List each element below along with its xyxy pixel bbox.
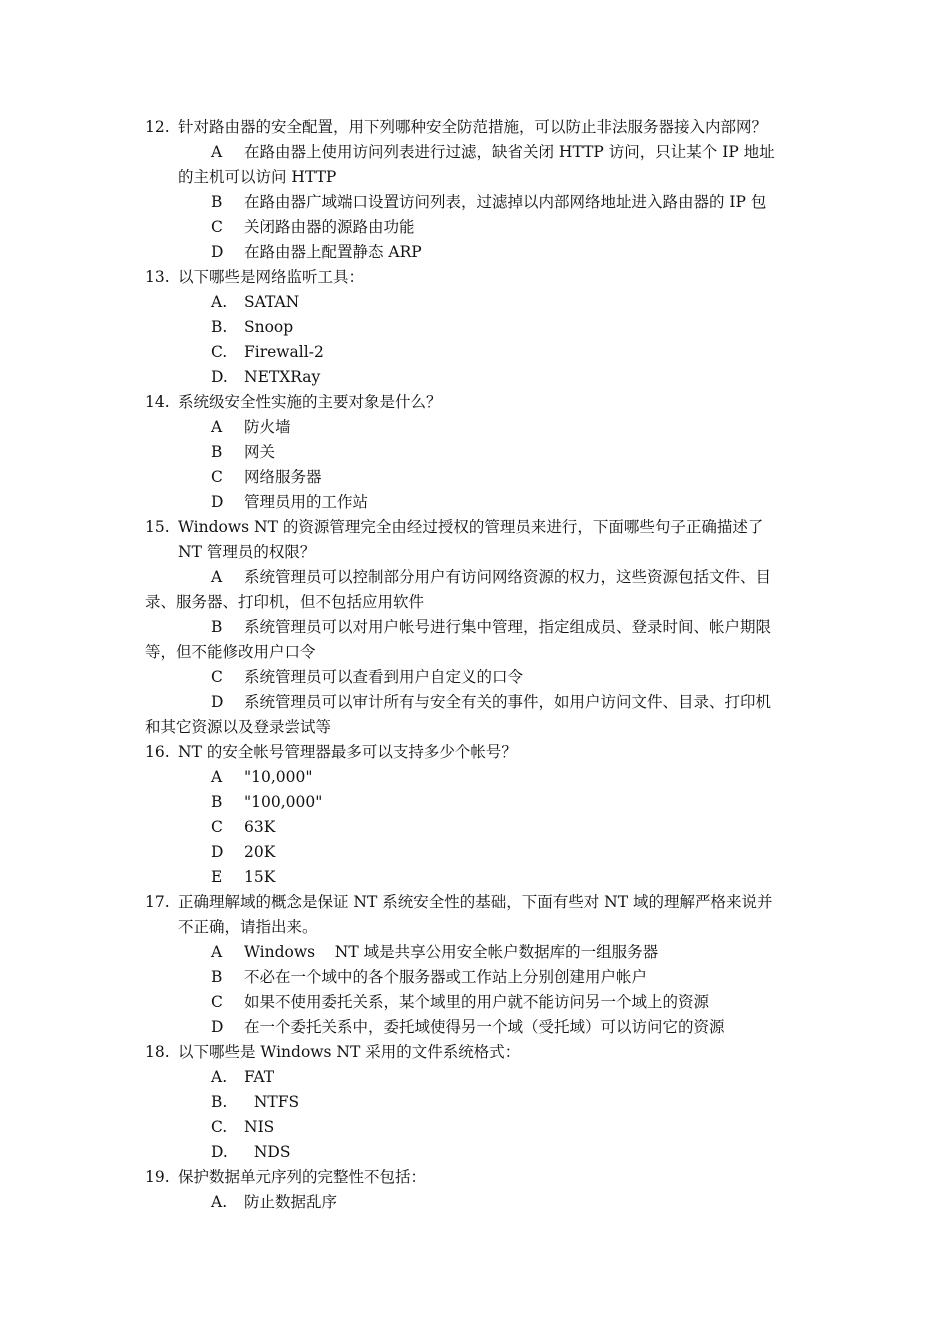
option-text: 关闭路由器的源路由功能 (244, 218, 415, 236)
option-text: 网络服务器 (244, 468, 322, 486)
option-text: 网关 (244, 443, 276, 461)
option-letter: A. (211, 293, 228, 311)
option-letter: C (211, 993, 223, 1011)
option-text: 63K (244, 818, 276, 836)
option-text: 防止数据乱序 (244, 1193, 338, 1211)
question-number: 19. (145, 1168, 170, 1186)
option-text: 如果不使用委托关系，某个域里的用户就不能访问另一个域上的资源 (244, 993, 710, 1011)
option-text: "100,000" (244, 793, 323, 811)
option-letter: D (211, 493, 224, 511)
option-letter: A (211, 568, 223, 586)
option-text: 防火墙 (244, 418, 291, 436)
option-text: 系统管理员可以审计所有与安全有关的事件，如用户访问文件、目录、打印机 (244, 693, 772, 711)
option-letter: A (211, 768, 223, 786)
option-text: NDS (244, 1143, 291, 1161)
option-text: 系统管理员可以对用户帐号进行集中管理，指定组成员、登录时间、帐户期限 (244, 618, 772, 636)
question-number: 13. (145, 268, 170, 286)
question-number: 12. (145, 118, 170, 136)
option-letter: D (211, 693, 224, 711)
option-letter: A. (211, 1193, 228, 1211)
option-letter: C (211, 818, 223, 836)
question-number: 14. (145, 393, 170, 411)
option-text: 在路由器上配置静态 ARP (244, 243, 422, 261)
option-letter: D (211, 243, 224, 261)
option-letter: D. (211, 1143, 228, 1161)
option-text: 在路由器上使用访问列表进行过滤，缺省关闭 HTTP 访问，只让某个 IP 地址 (244, 143, 775, 161)
option-text: 系统管理员可以查看到用户自定义的口令 (244, 668, 524, 686)
option-letter: C (211, 468, 223, 486)
option-letter: D. (211, 368, 228, 386)
option-text: NETXRay (244, 368, 321, 386)
question-text: Windows NT 的资源管理完全由经过授权的管理员来进行，下面哪些句子正确描述了 (178, 518, 764, 536)
option-letter: B (211, 968, 223, 986)
option-text: 不必在一个域中的各个服务器或工作站上分别创建用户帐户 (244, 968, 648, 986)
option-text: NTFS (244, 1093, 300, 1111)
question-number: 15. (145, 518, 170, 536)
option-text: Snoop (244, 318, 294, 336)
option-letter: C. (211, 1118, 228, 1136)
option-letter: A. (211, 1068, 228, 1086)
option-letter: C (211, 218, 223, 236)
question-text: NT 的安全帐号管理器最多可以支持多少个帐号？ (178, 743, 517, 761)
option-text: 在路由器广域端口设置访问列表，过滤掉以内部网络地址进入路由器的 IP 包 (244, 193, 767, 211)
option-text: Firewall-2 (244, 343, 324, 361)
option-letter: A (211, 143, 223, 161)
option-text: 系统管理员可以控制部分用户有访问网络资源的权力，这些资源包括文件、目 (244, 568, 772, 586)
option-text: SATAN (244, 293, 300, 311)
question-text: 保护数据单元序列的完整性不包括： (178, 1168, 427, 1186)
option-text-continued: 的主机可以访问 HTTP (178, 168, 337, 186)
option-letter: A (211, 418, 223, 436)
option-text: 15K (244, 868, 276, 886)
question-text: 针对路由器的安全配置，用下列哪种安全防范措施，可以防止非法服务器接入内部网？ (178, 118, 768, 136)
option-text-continued: 和其它资源以及登录尝试等 (145, 718, 332, 736)
option-letter: B (211, 618, 223, 636)
question-text: 以下哪些是网络监听工具： (178, 268, 365, 286)
option-letter: C (211, 668, 223, 686)
option-letter: B (211, 793, 223, 811)
question-number: 17. (145, 893, 170, 911)
option-text: FAT (244, 1068, 275, 1086)
option-text-continued: 录、服务器、打印机，但不包括应用软件 (145, 593, 425, 611)
option-letter: B. (211, 318, 228, 336)
option-text: 管理员用的工作站 (244, 493, 369, 511)
option-letter: E (211, 868, 223, 886)
question-text: 正确理解域的概念是保证 NT 系统安全性的基础，下面有些对 NT 域的理解严格来说并 (178, 893, 773, 911)
option-letter: D (211, 1018, 224, 1036)
question-text-continued: NT 管理员的权限？ (178, 543, 316, 561)
option-text: NIS (244, 1118, 275, 1136)
option-text: Windows NT 域是共享公用安全帐户数据库的一组服务器 (244, 943, 659, 961)
option-letter: D (211, 843, 224, 861)
option-letter: B (211, 193, 223, 211)
question-text: 系统级安全性实施的主要对象是什么？ (178, 393, 442, 411)
option-letter: C. (211, 343, 228, 361)
option-text: 20K (244, 843, 276, 861)
option-letter: B (211, 443, 223, 461)
question-text-continued: 不正确，请指出来。 (178, 918, 318, 936)
question-number: 18. (145, 1043, 170, 1061)
option-text-continued: 等，但不能修改用户口令 (145, 643, 316, 661)
option-text: "10,000" (244, 768, 313, 786)
option-letter: A (211, 943, 223, 961)
option-letter: B. (211, 1093, 228, 1111)
question-number: 16. (145, 743, 170, 761)
question-text: 以下哪些是 Windows NT 采用的文件系统格式： (178, 1043, 521, 1061)
option-text: 在一个委托关系中，委托域使得另一个域（受托域）可以访问它的资源 (244, 1018, 725, 1036)
